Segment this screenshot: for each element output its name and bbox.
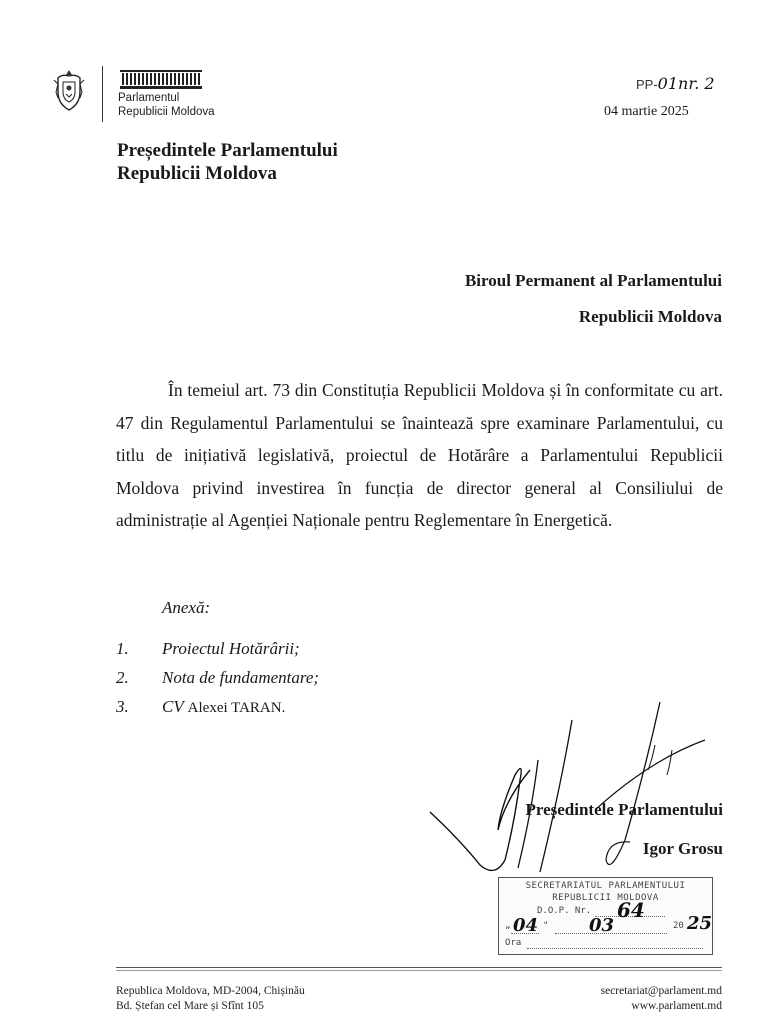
annex-item-text: Proiectul Hotărârii; bbox=[162, 639, 300, 658]
document-date: 04 martie 2025 bbox=[604, 104, 689, 119]
footer-address-line1: Republica Moldova, MD-2004, Chișinău bbox=[116, 985, 305, 997]
addressee-line2: Republicii Moldova bbox=[578, 307, 722, 326]
footer-website[interactable]: www.parlament.md bbox=[631, 1000, 722, 1012]
sender-title bbox=[117, 139, 338, 185]
annex-item-number: 2. bbox=[116, 668, 129, 687]
annex-item-number: 1. bbox=[116, 639, 129, 658]
reference-handwritten: 01nr. 2 bbox=[657, 74, 715, 93]
reference-number bbox=[636, 74, 715, 94]
sender-line1: Președintele Parlamentului bbox=[117, 140, 338, 161]
addressee-line1: Biroul Permanent al Parlamentului bbox=[464, 271, 722, 290]
annex-item-cv: CV bbox=[162, 697, 184, 716]
stamp-number-label: D.O.P. Nr. bbox=[537, 906, 592, 916]
annex-item-name: Alexei TARAN. bbox=[187, 700, 286, 716]
footer-email[interactable]: secretariat@parlament.md bbox=[600, 985, 722, 997]
letter-body bbox=[116, 374, 723, 537]
stamp-line2: REPUBLICII MOLDOVA bbox=[552, 893, 659, 903]
annex-item bbox=[116, 663, 319, 692]
org-line1: Parlamentul bbox=[118, 92, 180, 104]
footer-divider bbox=[116, 967, 722, 968]
stamp-day: 04 bbox=[513, 915, 539, 936]
registration-stamp: SECRETARIATUL PARLAMENTULUI REPUBLICII MOLDOVA D.O.P. Nr. 64 „ 04 " 03 20 25 Ora bbox=[498, 877, 713, 955]
footer-contacts bbox=[601, 984, 722, 1014]
footer-divider-thin bbox=[116, 970, 722, 971]
org-line2: Republicii Moldova bbox=[118, 106, 215, 118]
annex-title: Anexă: bbox=[162, 598, 211, 617]
stamp-year-suffix: 25 bbox=[687, 913, 713, 934]
annex-item-text: Nota de fundamentare; bbox=[162, 668, 320, 687]
reference-prefix: PP- bbox=[636, 77, 658, 92]
stamp-month: 03 bbox=[589, 915, 615, 936]
addressee bbox=[465, 271, 722, 327]
organization-name bbox=[118, 91, 215, 119]
stamp-number-value: 64 bbox=[617, 898, 645, 922]
annex-item bbox=[116, 634, 319, 663]
stamp-year-prefix: 20 bbox=[673, 921, 684, 931]
signatory-title: Președintele Parlamentului bbox=[525, 800, 723, 819]
sender-line2: Republicii Moldova bbox=[117, 163, 277, 184]
annex-item bbox=[116, 692, 319, 723]
coat-of-arms-icon bbox=[52, 66, 86, 114]
annex-item-text bbox=[162, 692, 285, 723]
footer-address bbox=[116, 984, 305, 1014]
header-divider bbox=[102, 66, 103, 122]
stamp-line1: SECRETARIATUL PARLAMENTULUI bbox=[525, 881, 686, 891]
annex-list bbox=[116, 634, 319, 723]
body-paragraph: În temeiul art. 73 din Constituția Republicii Moldova și în conformitate cu art. 47 din Regulamentul Parlamentului se înaintează spre examinare Parlamentului, cu titlu de inițiativă legislativă, proiectul de Hotărâre a Parlamentului Republicii Moldova privind investirea în funcția de director general al Consiliului de administrație al Agenției Naționale pentru Reglementare în Energetică. bbox=[116, 380, 723, 530]
annex-item-number: 3. bbox=[116, 697, 129, 716]
footer-address-line2: Bd. Ștefan cel Mare și Sfînt 105 bbox=[116, 1000, 264, 1012]
signatory-name: Igor Grosu bbox=[642, 839, 723, 858]
stamp-ora-label: Ora bbox=[505, 938, 522, 948]
parliament-building-icon bbox=[118, 66, 204, 90]
